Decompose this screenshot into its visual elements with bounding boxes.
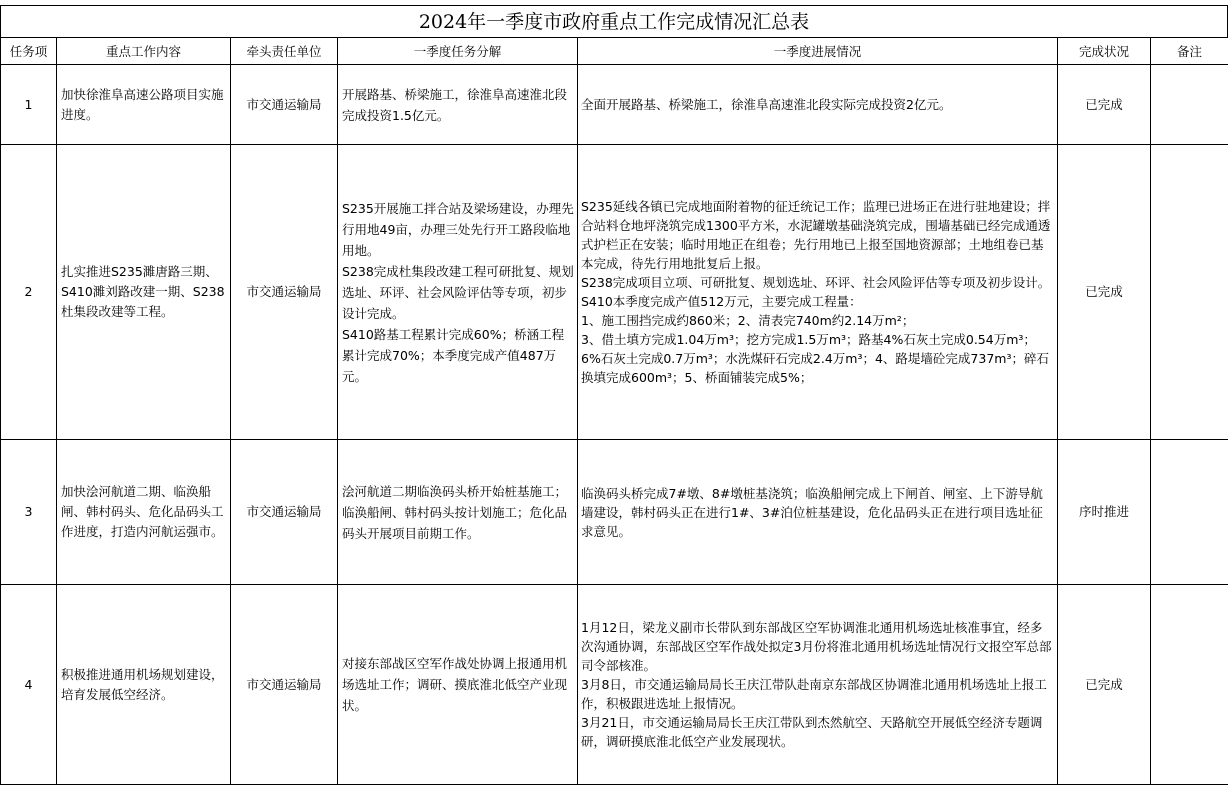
task-no-cell[interactable]: 1 (1, 65, 57, 145)
progress-paragraph: 1月12日，梁龙义副市长带队到东部战区空军协调淮北通用机场选址核准事宜，经多次沟通协调，东部战区空军作战处拟定3月份将淮北通用机场选址情况行文报空军总部司令部核准。 (581, 620, 1052, 673)
status-cell[interactable]: 已完成 (1058, 585, 1151, 785)
table-row (1, 440, 1228, 585)
tasks-cell[interactable] (338, 145, 578, 440)
task-no-cell[interactable]: 3 (1, 440, 57, 585)
tasks-cell[interactable] (338, 440, 578, 585)
remark-cell[interactable] (1151, 65, 1228, 145)
table-title: 2024年一季度市政府重点工作完成情况汇总表 (0, 5, 1228, 38)
task-paragraph: S238完成杜集段改建工程可研批复、规划选址、环评、社会风险评估等专项，初步设计完成。 (342, 263, 574, 321)
progress-paragraph: 3月8日，市交通运输局局长王庆江带队赴南京东部战区协调淮北通用机场选址上报工作，积极跟进选址上报情况。 (581, 677, 1047, 711)
table-row (1, 585, 1228, 785)
status-cell[interactable]: 已完成 (1058, 145, 1151, 440)
unit-cell[interactable]: 市交通运输局 (231, 65, 338, 145)
task-no-cell[interactable]: 2 (1, 145, 57, 440)
content-cell[interactable]: 加快浍河航道二期、临涣船闸、韩村码头、危化品码头工作进度，打造内河航运强市。 (57, 440, 231, 585)
progress-paragraph: 3、借土填方完成1.04万m³；挖方完成1.5万m³；路基4%石灰土完成0.54万m³；6%石灰土完成0.7万m³；水洗煤矸石完成2.4万m³；4、路堤墙砼完成737m³；碎石换填完成600m³；5、桥面铺装完成5%； (581, 332, 1049, 385)
progress-paragraph: 1、施工围挡完成约860米；2、清表完740m约2.14万m²； (581, 313, 915, 328)
progress-paragraph: 临涣码头桥完成7#墩、8#墩桩基浇筑；临涣船闸完成上下闸首、闸室、上下游导航墙建设，韩村码头正在进行1#、3#泊位桩基建设，危化品码头正在进行项目选址征求意见。 (581, 485, 1043, 539)
content-cell[interactable]: 加快徐淮阜高速公路项目实施进度。 (57, 65, 231, 145)
content-cell[interactable]: 扎实推进S235濉唐路三期、S410濉刘路改建一期、S238杜集段改建等工程。 (57, 145, 231, 440)
progress-paragraph: S410本季度完成产值512万元，主要完成工程量： (581, 294, 862, 309)
header-progress[interactable]: 一季度进展情况 (578, 38, 1058, 65)
task-paragraph: 对接东部战区空军作战处协调上报通用机场选址工作；调研、摸底淮北低空产业现状。 (342, 656, 568, 713)
summary-table (0, 37, 1228, 785)
status-cell[interactable]: 序时推进 (1058, 440, 1151, 585)
table-row (1, 145, 1228, 440)
task-paragraph: S235开展施工拌合站及梁场建设，办理先行用地49亩，办理三处先行开工路段临地用地。 (342, 200, 574, 258)
remark-cell[interactable] (1151, 440, 1228, 585)
status-cell[interactable]: 已完成 (1058, 65, 1151, 145)
progress-paragraph: 全面开展路基、桥梁施工，徐淮阜高速淮北段实际完成投资2亿元。 (581, 97, 952, 112)
content-cell[interactable]: 积极推进通用机场规划建设，培育发展低空经济。 (57, 585, 231, 785)
progress-cell[interactable] (578, 585, 1058, 785)
header-content[interactable]: 重点工作内容 (57, 38, 231, 65)
tasks-cell[interactable] (338, 585, 578, 785)
remark-cell[interactable] (1151, 585, 1228, 785)
unit-cell[interactable]: 市交通运输局 (231, 145, 338, 440)
unit-cell[interactable]: 市交通运输局 (231, 585, 338, 785)
progress-cell[interactable] (578, 145, 1058, 440)
header-row (1, 38, 1228, 65)
task-paragraph: 浍河航道二期临涣码头桥开始桩基施工；临涣船闸、韩村码头按计划施工；危化品码头开展项目前期工作。 (342, 483, 568, 541)
header-remark[interactable]: 备注 (1151, 38, 1228, 65)
tasks-cell[interactable] (338, 65, 578, 145)
header-task-no[interactable]: 任务项 (1, 38, 57, 65)
progress-paragraph: S235延线各镇已完成地面附着物的征迁统记工作；监理已进场正在进行驻地建设；拌合站料仓地坪浇筑完成1300平方米，水泥罐墩基础浇筑完成，围墙基础已经完成通透式护栏正在安装；临时用地正在组卷；先行用地已上报至国地资源部；土地组卷已基本完成，待先行用地批复后上报。 (581, 199, 1051, 271)
task-paragraph: S410路基工程累计完成60%；桥涵工程累计完成70%；本季度完成产值487万元。 (342, 326, 565, 384)
unit-cell[interactable]: 市交通运输局 (231, 440, 338, 585)
task-paragraph: 开展路基、桥梁施工，徐淮阜高速淮北段完成投资1.5亿元。 (342, 86, 568, 123)
task-no-cell[interactable]: 4 (1, 585, 57, 785)
remark-cell[interactable] (1151, 145, 1228, 440)
progress-paragraph: S238完成项目立项、可研批复、规划选址、环评、社会风险评估等专项及初步设计。 (581, 275, 1051, 290)
header-unit[interactable]: 牵头责任单位 (231, 38, 338, 65)
header-status[interactable]: 完成状况 (1058, 38, 1151, 65)
header-tasks[interactable]: 一季度任务分解 (338, 38, 578, 65)
progress-paragraph: 3月21日，市交通运输局局长王庆江带队到杰然航空、天路航空开展低空经济专题调研，调研摸底淮北低空产业发展现状。 (581, 715, 1043, 749)
progress-cell[interactable] (578, 440, 1058, 585)
table-row (1, 65, 1228, 145)
progress-cell[interactable] (578, 65, 1058, 145)
